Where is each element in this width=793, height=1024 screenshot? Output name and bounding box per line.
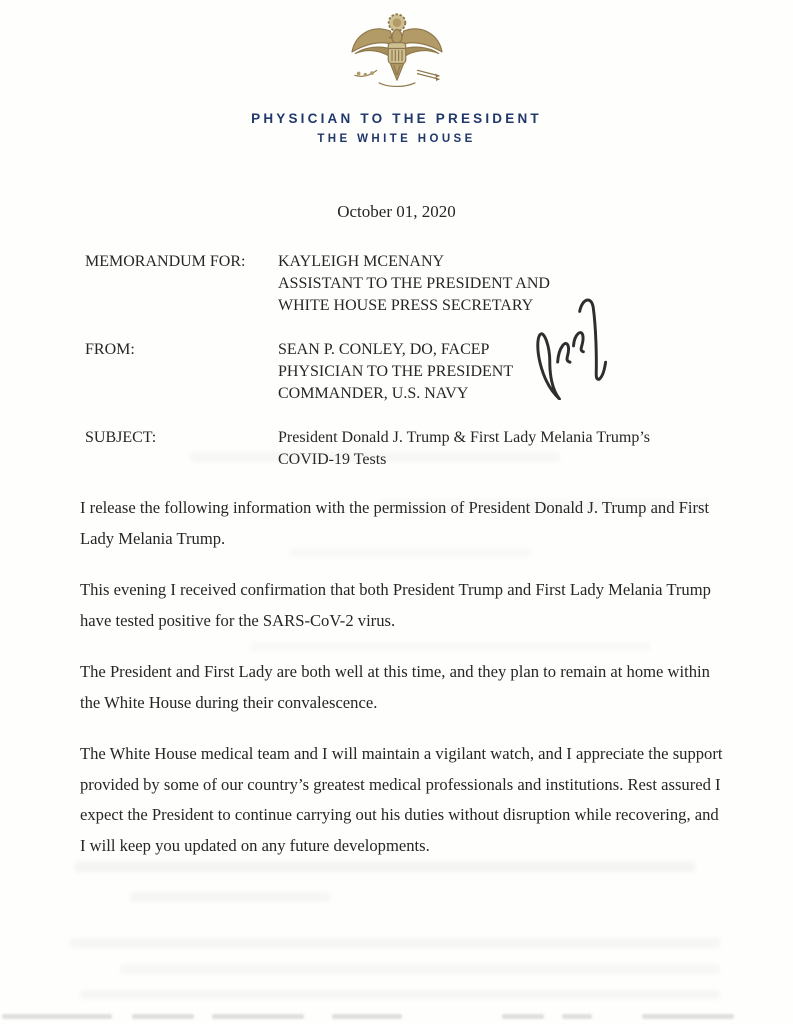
signature-scrawl-icon <box>518 288 636 400</box>
body-line: I release the following information with the permission of President Donald J. Trump and First <box>80 498 710 517</box>
document-date: October 01, 2020 <box>337 202 456 221</box>
body-paragraph <box>80 657 733 718</box>
letterhead <box>0 0 793 145</box>
memo-rows <box>85 251 793 471</box>
scan-edge-artifact <box>642 1014 734 1019</box>
body-line: provided by some of our country’s greatest medical professionals and institutions. Rest assured I <box>80 774 721 794</box>
scan-edge-artifact <box>132 1014 194 1019</box>
scan-edge-artifact <box>2 1014 112 1019</box>
memo-field-label: FROM: <box>85 341 135 358</box>
memo-value-line: COVID-19 Tests <box>278 451 387 468</box>
memo-row <box>85 251 793 317</box>
body-line: This evening I received confirmation that both President Trump and First Lady Melania Trump <box>80 580 711 599</box>
body-line: expect the President to continue carrying out his duties without disruption while recovering, and <box>80 805 719 824</box>
bleed-through-artifact <box>290 548 530 557</box>
bleed-through-artifact <box>130 892 330 902</box>
memo-row <box>85 339 793 405</box>
letterhead-subtitle: THE WHITE HOUSE <box>317 133 476 145</box>
memo-value-line: President Donald J. Trump & First Lady Melania Trump’s <box>278 429 651 446</box>
body-paragraph <box>80 739 733 861</box>
memo-row <box>85 427 793 471</box>
scan-edge-artifact <box>212 1014 304 1019</box>
bleed-through-artifact <box>75 861 695 872</box>
memo-field-label: SUBJECT: <box>85 429 157 446</box>
memo-value-line: WHITE HOUSE PRESS SECRETARY <box>278 297 534 314</box>
presidential-eagle-crest-icon <box>347 10 447 102</box>
bleed-through-artifact <box>70 938 720 948</box>
memo-value-line: ASSISTANT TO THE PRESIDENT AND <box>278 275 550 292</box>
memo-value-line: SEAN P. CONLEY, DO, FACEP <box>278 341 490 358</box>
scan-edge-artifact <box>332 1014 402 1019</box>
bleed-through-artifact <box>80 990 720 999</box>
bleed-through-artifact <box>380 500 710 510</box>
body-line: The President and First Lady are both well at this time, and they plan to remain at home within <box>80 662 710 681</box>
body-line: The White House medical team and I will maintain a vigilant watch, and I appreciate the support <box>80 744 723 763</box>
bleed-through-artifact <box>190 452 560 462</box>
memo-value-line: KAYLEIGH MCENANY <box>278 253 445 270</box>
bleed-through-artifact <box>120 964 720 974</box>
memo-field-label: MEMORANDUM FOR: <box>85 253 246 270</box>
memo-value-line: COMMANDER, U.S. NAVY <box>278 385 469 402</box>
body-line: have tested positive for the SARS-CoV-2 virus. <box>80 610 396 630</box>
memo-value-line: PHYSICIAN TO THE PRESIDENT <box>278 363 514 380</box>
body-line: the White House during their convalescence. <box>80 692 378 712</box>
bleed-through-artifact <box>250 642 650 651</box>
body-paragraph <box>80 575 733 636</box>
body-line: Lady Melania Trump. <box>80 528 226 548</box>
memo-field-value <box>278 251 550 317</box>
letterhead-title: PHYSICIAN TO THE PRESIDENT <box>251 111 542 126</box>
scan-edge-artifact <box>562 1014 592 1019</box>
memo-field-value <box>278 339 513 405</box>
memo-field-value <box>278 427 650 471</box>
body-line: I will keep you updated on any future developments. <box>80 835 430 855</box>
scan-edge-artifact <box>502 1014 544 1019</box>
